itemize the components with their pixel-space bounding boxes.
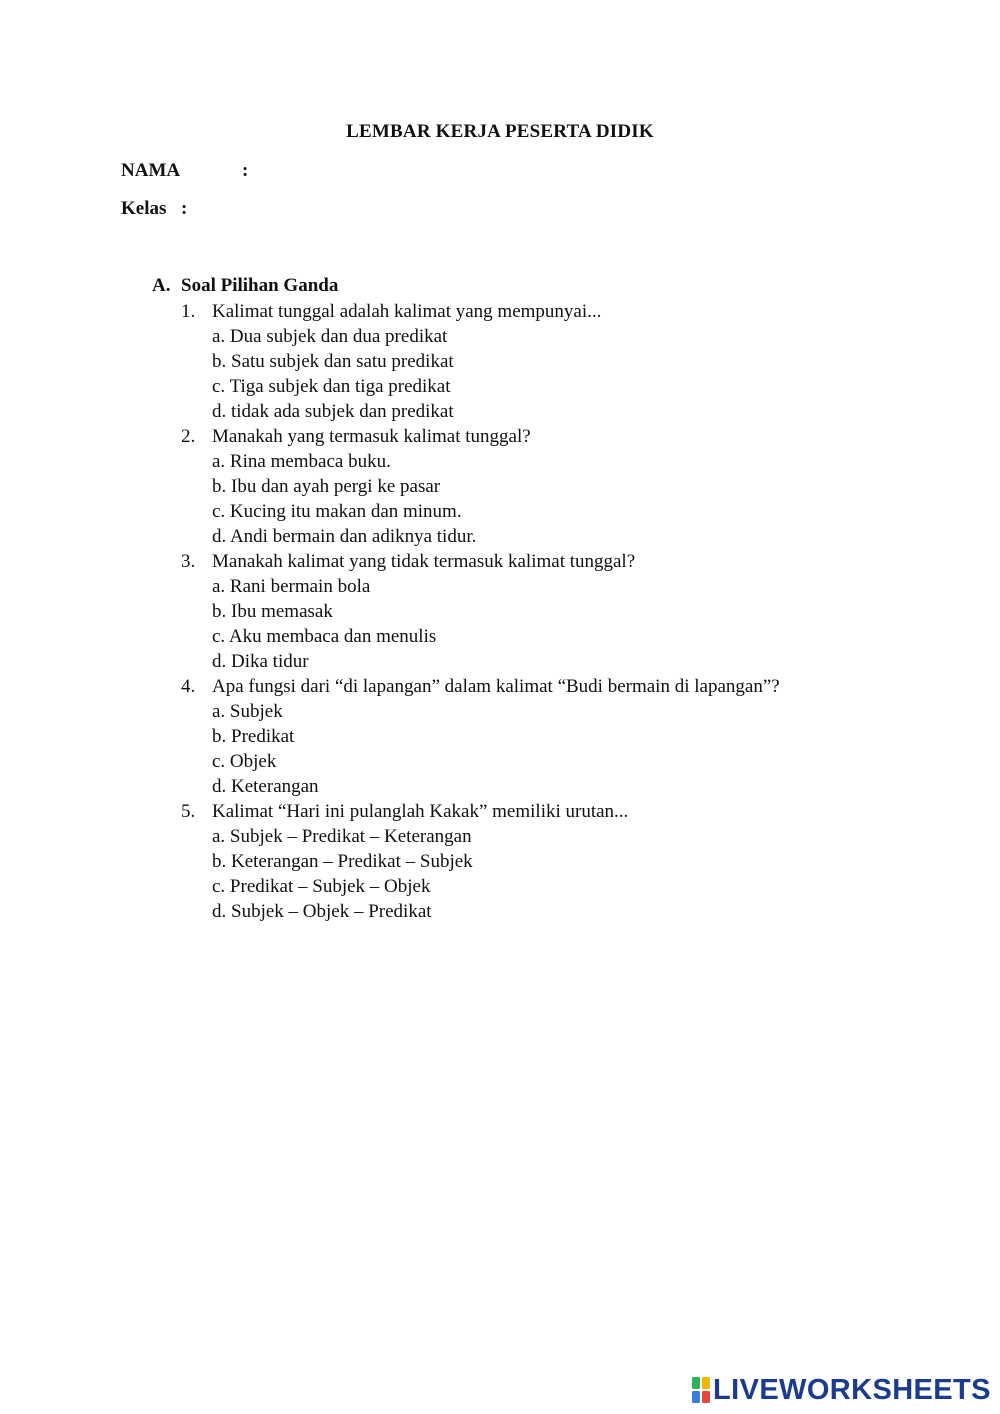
question-number: 4. xyxy=(181,676,196,697)
name-label: NAMA xyxy=(121,160,181,181)
answer-option: c. Predikat – Subjek – Objek xyxy=(212,876,431,897)
class-field xyxy=(121,198,188,220)
question-1 xyxy=(181,299,941,424)
question-text: Kalimat “Hari ini pulanglah Kakak” memiliki urutan... xyxy=(212,801,629,822)
question-text: Kalimat tunggal adalah kalimat yang mempunyai... xyxy=(212,301,602,322)
section-heading xyxy=(152,275,338,297)
question-text: Manakah yang termasuk kalimat tunggal? xyxy=(212,426,531,447)
question-2 xyxy=(181,424,941,549)
answer-option: c. Kucing itu makan dan minum. xyxy=(212,501,462,522)
question-text: Manakah kalimat yang tidak termasuk kalimat tunggal? xyxy=(212,551,636,572)
answer-option: d. Keterangan xyxy=(212,776,319,797)
question-number: 3. xyxy=(181,551,196,572)
question-4 xyxy=(181,674,941,799)
question-number: 5. xyxy=(181,801,196,822)
answer-option: c. Objek xyxy=(212,751,277,772)
answer-option: a. Rani bermain bola xyxy=(212,576,371,597)
name-field xyxy=(121,160,249,182)
answer-option: c. Aku membaca dan menulis xyxy=(212,626,437,647)
question-number: 2. xyxy=(181,426,196,447)
answer-option: a. Rina membaca buku. xyxy=(212,451,391,472)
answer-option: d. tidak ada subjek dan predikat xyxy=(212,401,454,422)
answer-option: a. Subjek xyxy=(212,701,283,722)
liveworksheets-logo-icon xyxy=(692,1377,710,1403)
answer-option: b. Predikat xyxy=(212,726,295,747)
page-title: LEMBAR KERJA PESERTA DIDIK xyxy=(346,121,654,142)
question-text-row xyxy=(181,674,941,699)
question-text: Apa fungsi dari “di lapangan” dalam kalimat “Budi bermain di lapangan”? xyxy=(212,676,780,697)
answer-option: b. Keterangan – Predikat – Subjek xyxy=(212,851,473,872)
class-colon: : xyxy=(181,198,188,219)
answer-option: d. Subjek – Objek – Predikat xyxy=(212,901,432,922)
answer-option: b. Ibu dan ayah pergi ke pasar xyxy=(212,476,441,497)
question-text-row xyxy=(181,299,941,324)
question-text-row xyxy=(181,424,941,449)
question-5 xyxy=(181,799,941,924)
brand-name: LIVEWORKSHEETS xyxy=(713,1373,991,1406)
question-list xyxy=(181,299,941,924)
question-text-row xyxy=(181,549,941,574)
question-3 xyxy=(181,549,941,674)
name-colon: : xyxy=(242,160,249,181)
liveworksheets-brand xyxy=(692,1374,991,1406)
question-text-row xyxy=(181,799,941,824)
answer-option: b. Satu subjek dan satu predikat xyxy=(212,351,454,372)
answer-option: b. Ibu memasak xyxy=(212,601,333,622)
answer-option: a. Dua subjek dan dua predikat xyxy=(212,326,448,347)
answer-option: d. Andi bermain dan adiknya tidur. xyxy=(212,526,477,547)
section-letter: A. xyxy=(152,275,171,296)
section-title: Soal Pilihan Ganda xyxy=(181,275,339,296)
answer-option: a. Subjek – Predikat – Keterangan xyxy=(212,826,472,847)
answer-option: c. Tiga subjek dan tiga predikat xyxy=(212,376,451,397)
question-number: 1. xyxy=(181,301,196,322)
class-label: Kelas xyxy=(121,198,167,219)
answer-option: d. Dika tidur xyxy=(212,651,309,672)
